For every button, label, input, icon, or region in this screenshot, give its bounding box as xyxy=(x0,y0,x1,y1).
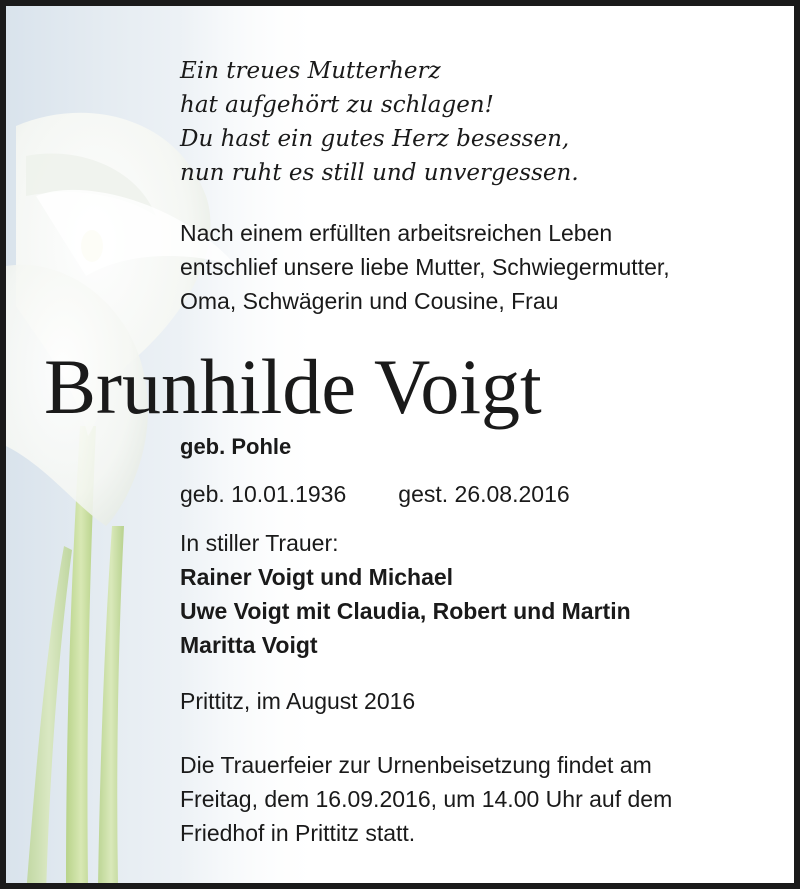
service-line: Die Trauerfeier zur Urnenbeisetzung findet am xyxy=(180,752,652,778)
intro-text xyxy=(180,216,670,318)
poem-line: Ein treues Mutterherz xyxy=(180,58,441,84)
life-dates xyxy=(180,478,570,510)
place-and-date: Prittitz, im August 2016 xyxy=(180,688,416,714)
poem-line: Du hast ein gutes Herz besessen, xyxy=(180,126,570,152)
notice-content xyxy=(6,6,800,889)
intro-line: entschlief unsere liebe Mutter, Schwiegermutter, xyxy=(180,254,670,280)
poem xyxy=(180,54,579,190)
maiden-name: geb. Pohle xyxy=(180,434,292,459)
intro-line: Nach einem erfüllten arbeitsreichen Leben xyxy=(180,220,613,246)
birth-date: geb. 10.01.1936 xyxy=(180,481,347,507)
mourner-name: Maritta Voigt xyxy=(180,632,318,658)
deceased-name: Brunhilde Voigt xyxy=(44,343,542,430)
service-line: Friedhof in Prittitz statt. xyxy=(180,820,416,846)
service-line: Freitag, dem 16.09.2016, um 14.00 Uhr auf dem xyxy=(180,786,673,812)
death-date: gest. 26.08.2016 xyxy=(398,481,570,507)
mourner-name: Uwe Voigt mit Claudia, Robert und Martin xyxy=(180,598,631,624)
intro-line: Oma, Schwägerin und Cousine, Frau xyxy=(180,288,559,314)
poem-line: nun ruht es still und unvergessen. xyxy=(180,160,579,186)
mourners-label: In stiller Trauer: xyxy=(180,530,339,556)
funeral-service-info xyxy=(180,748,672,850)
poem-line: hat aufgehört zu schlagen! xyxy=(180,92,494,118)
mourner-name: Rainer Voigt und Michael xyxy=(180,564,454,590)
mourners-section xyxy=(180,526,631,662)
